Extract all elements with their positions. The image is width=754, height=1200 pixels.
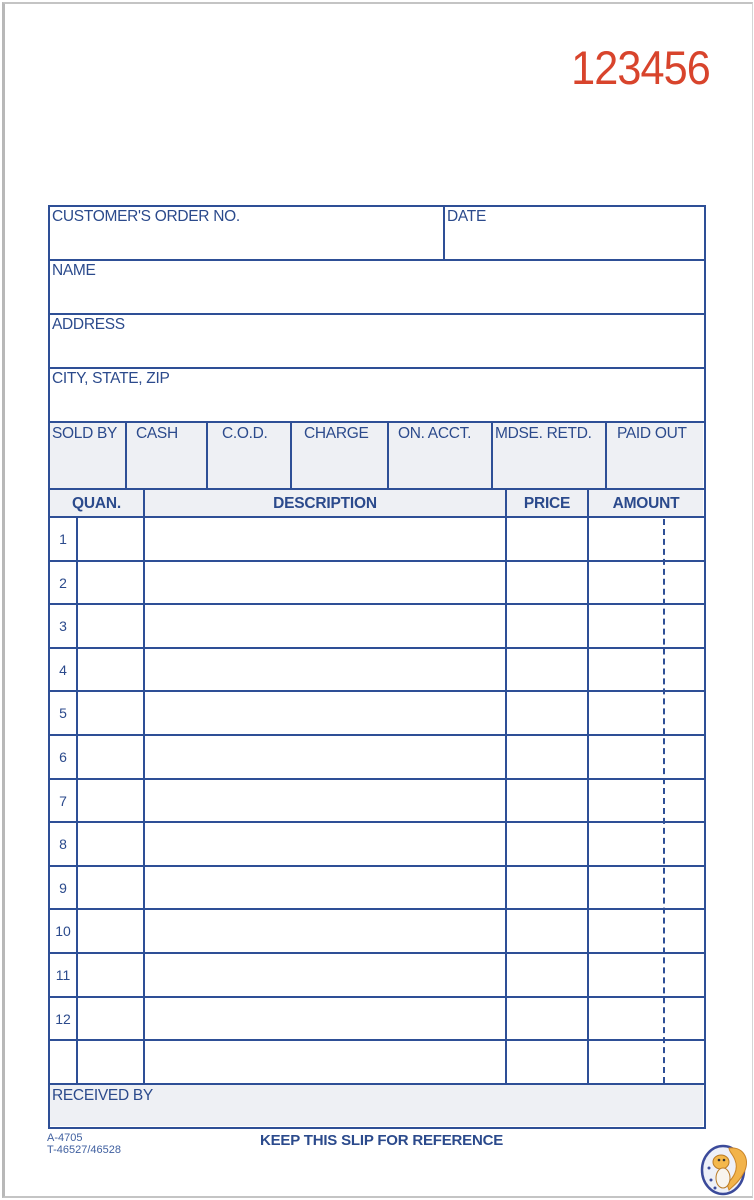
- order-no-label: CUSTOMER'S ORDER NO.: [52, 208, 240, 225]
- price-header: PRICE: [523, 495, 571, 512]
- amount-header: AMOUNT: [612, 495, 680, 512]
- sold-by-label: SOLD BY: [52, 425, 118, 442]
- cod-field[interactable]: [208, 423, 290, 488]
- row-number: 2: [59, 574, 67, 591]
- form-code: [47, 1132, 121, 1156]
- row-number: 1: [59, 531, 67, 547]
- paid-out-label: PAID OUT: [617, 425, 687, 442]
- mdse-retd-label: MDSE. RETD.: [495, 425, 592, 442]
- address-label: ADDRESS: [52, 316, 125, 333]
- city-state-zip-label: CITY, STATE, ZIP: [52, 370, 170, 387]
- order-no-field[interactable]: [50, 207, 443, 260]
- address-field[interactable]: [50, 315, 703, 367]
- row-number: 10: [55, 923, 71, 940]
- table-row[interactable]: [50, 866, 703, 908]
- sales-form: [48, 205, 706, 1129]
- date-field[interactable]: [445, 207, 705, 260]
- keep-slip-note: KEEP THIS SLIP FOR REFERENCE: [260, 1132, 504, 1149]
- row-number: 5: [59, 705, 67, 722]
- form-code-line2: T-46527/46528: [47, 1144, 122, 1156]
- mdse-retd-field[interactable]: [493, 423, 605, 488]
- row-number: 11: [55, 967, 71, 983]
- table-row[interactable]: [50, 648, 703, 690]
- on-acct-field[interactable]: [389, 423, 491, 488]
- row-number: 12: [55, 1010, 71, 1027]
- table-row[interactable]: [50, 735, 703, 777]
- row-number: 9: [59, 879, 67, 896]
- table-row[interactable]: [50, 517, 703, 559]
- table-row[interactable]: [50, 561, 703, 603]
- table-row[interactable]: [50, 909, 703, 951]
- cash-field[interactable]: [127, 423, 206, 488]
- paid-out-field[interactable]: [607, 423, 703, 488]
- table-row[interactable]: [50, 1040, 703, 1082]
- table-row[interactable]: [50, 997, 703, 1039]
- row-number: 3: [59, 618, 67, 635]
- cash-label: CASH: [136, 425, 178, 442]
- serial-number: 123456: [571, 41, 710, 94]
- row-number: 7: [59, 792, 67, 809]
- table-row[interactable]: [50, 822, 703, 864]
- row-number: 4: [59, 661, 67, 678]
- row-number: 6: [59, 749, 67, 765]
- date-label: DATE: [447, 208, 486, 225]
- charge-field[interactable]: [292, 423, 387, 488]
- name-label: NAME: [52, 262, 96, 279]
- charge-label: CHARGE: [304, 425, 369, 442]
- row-number: 8: [59, 836, 67, 853]
- cod-label: C.O.D.: [222, 425, 268, 442]
- table-row[interactable]: [50, 691, 703, 733]
- name-field[interactable]: [50, 261, 703, 313]
- table-row[interactable]: [50, 604, 703, 646]
- squirrel-mascot-icon: [699, 1140, 751, 1196]
- received-by-label: RECEIVED BY: [52, 1087, 153, 1104]
- form-code-line1: A-4705: [47, 1132, 83, 1144]
- sold-by-field[interactable]: [50, 423, 125, 488]
- table-row[interactable]: [50, 779, 703, 821]
- quan-header: QUAN.: [72, 495, 121, 512]
- table-row[interactable]: [50, 953, 703, 995]
- city-state-zip-field[interactable]: [50, 369, 703, 421]
- description-header: DESCRIPTION: [273, 495, 377, 512]
- on-acct-label: ON. ACCT.: [398, 425, 472, 442]
